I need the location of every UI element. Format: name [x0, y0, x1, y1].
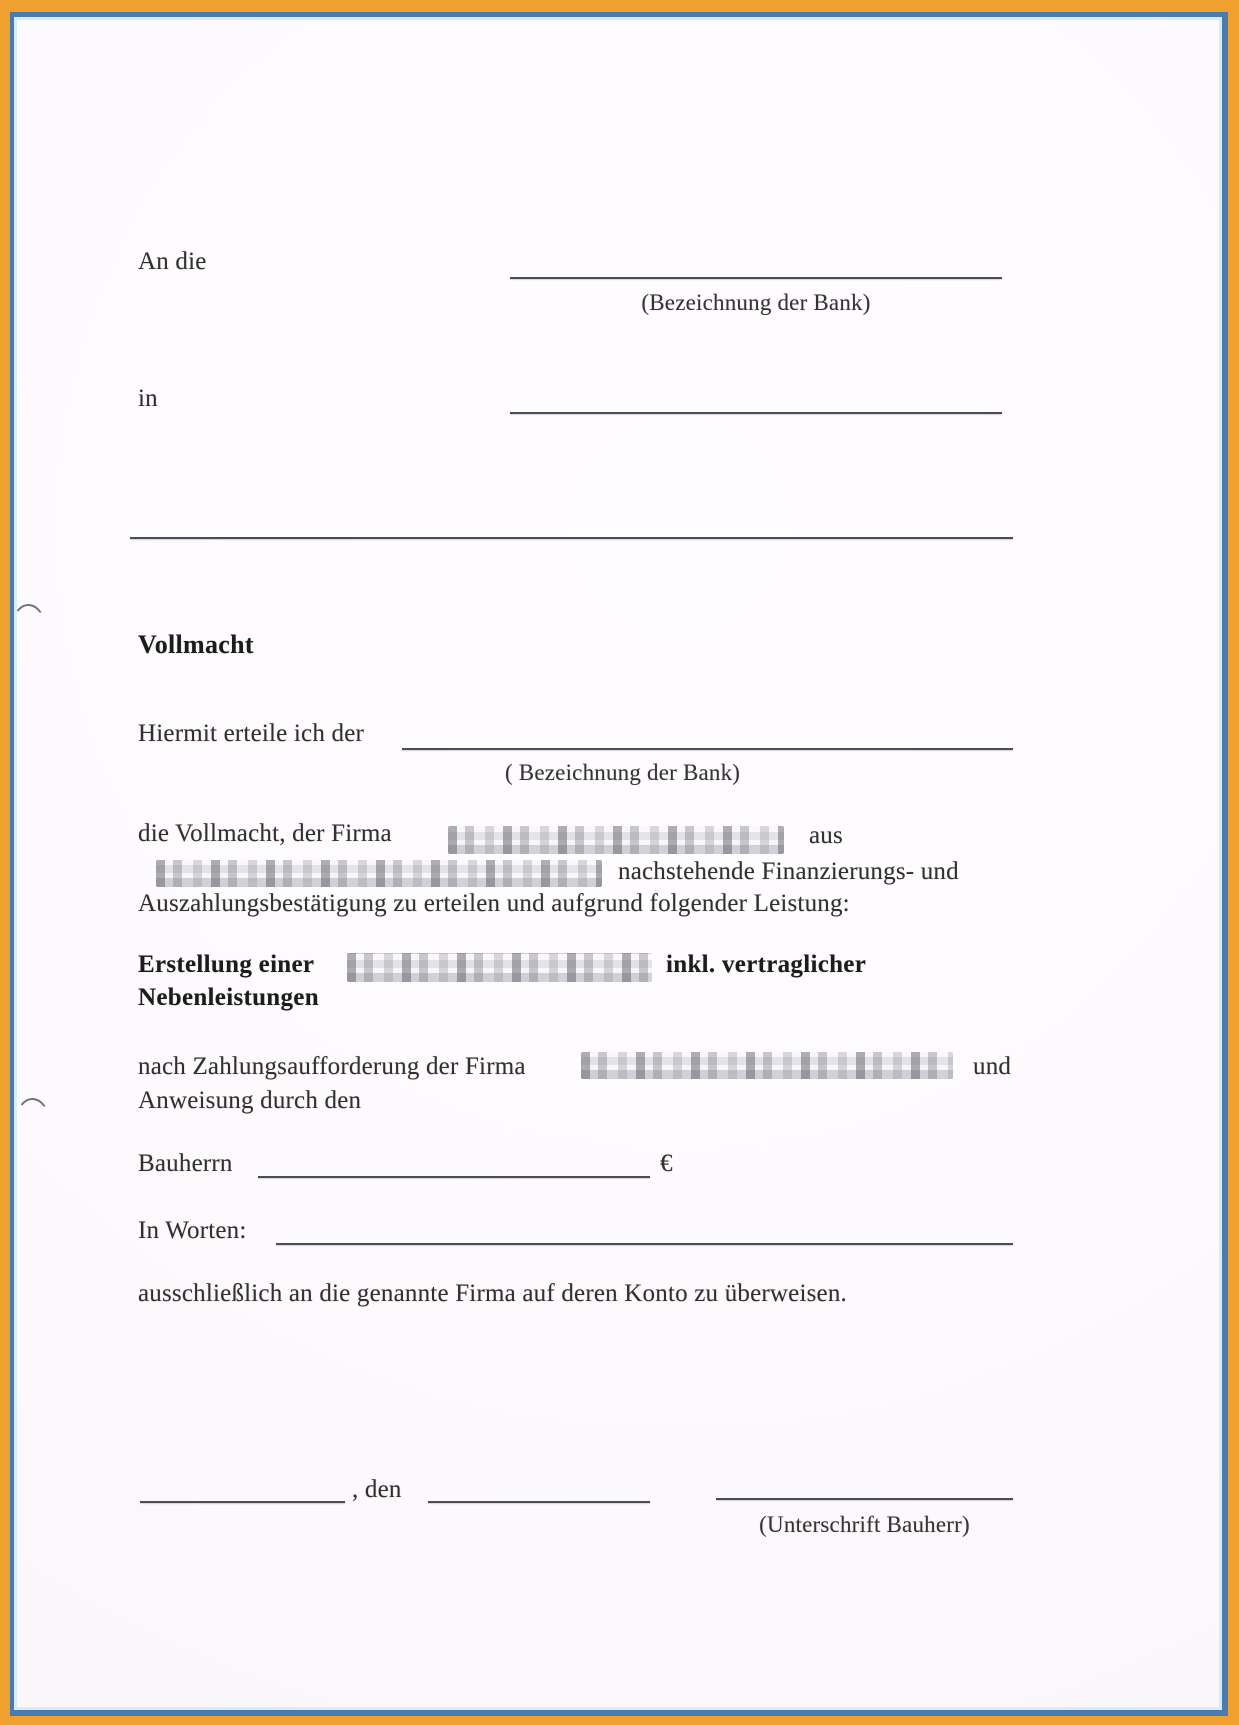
grant-bank-caption: ( Bezeichnung der Bank): [505, 760, 741, 785]
redacted-company-name: [448, 826, 784, 854]
to-label: An die: [138, 248, 207, 275]
service-prefix: Erstellung einer: [138, 951, 315, 978]
transfer-note: ausschließlich an die genannte Firma auf deren Konto zu überweisen.: [138, 1280, 847, 1307]
amount-blank-line: [258, 1176, 650, 1178]
bank-name-blank-line: [510, 277, 1002, 279]
mandate-line2: nachstehende Finanzierungs- und: [618, 858, 959, 885]
redacted-company-address: [156, 860, 602, 887]
grant-bank-blank-line: [402, 748, 1013, 750]
mandate-line3: Auszahlungsbestätigung zu erteilen und aufgrund folgender Leistung:: [138, 890, 850, 917]
in-words-blank-line: [276, 1243, 1013, 1245]
service-line2: Nebenleistungen: [138, 984, 319, 1011]
payment-suffix: und: [973, 1053, 1012, 1080]
city-blank-line: [510, 412, 1002, 414]
place-blank-line: [140, 1501, 345, 1503]
grant-label: Hiermit erteile ich der: [138, 720, 365, 747]
section-divider-line: [130, 537, 1013, 539]
payment-line2: Anweisung durch den: [138, 1087, 362, 1114]
in-words-label: In Worten:: [138, 1217, 247, 1244]
redacted-payment-company: [581, 1052, 953, 1079]
date-blank-line: [428, 1501, 650, 1503]
city-label: in: [138, 385, 158, 412]
bank-name-caption: (Bezeichnung der Bank): [641, 290, 871, 315]
date-separator: , den: [352, 1476, 402, 1503]
payment-prefix: nach Zahlungsaufforderung der Firma: [138, 1053, 526, 1080]
service-suffix: inkl. vertraglicher: [666, 951, 867, 978]
mandate-line1-suffix: aus: [809, 822, 843, 849]
signature-blank-line: [716, 1498, 1013, 1500]
document-title: Vollmacht: [138, 630, 254, 659]
redacted-service-description: [347, 953, 652, 982]
signature-caption: (Unterschrift Bauherr): [759, 1512, 970, 1537]
builder-label: Bauherrn: [138, 1150, 233, 1177]
currency-symbol: €: [660, 1150, 673, 1177]
mandate-line1-prefix: die Vollmacht, der Firma: [138, 820, 392, 847]
